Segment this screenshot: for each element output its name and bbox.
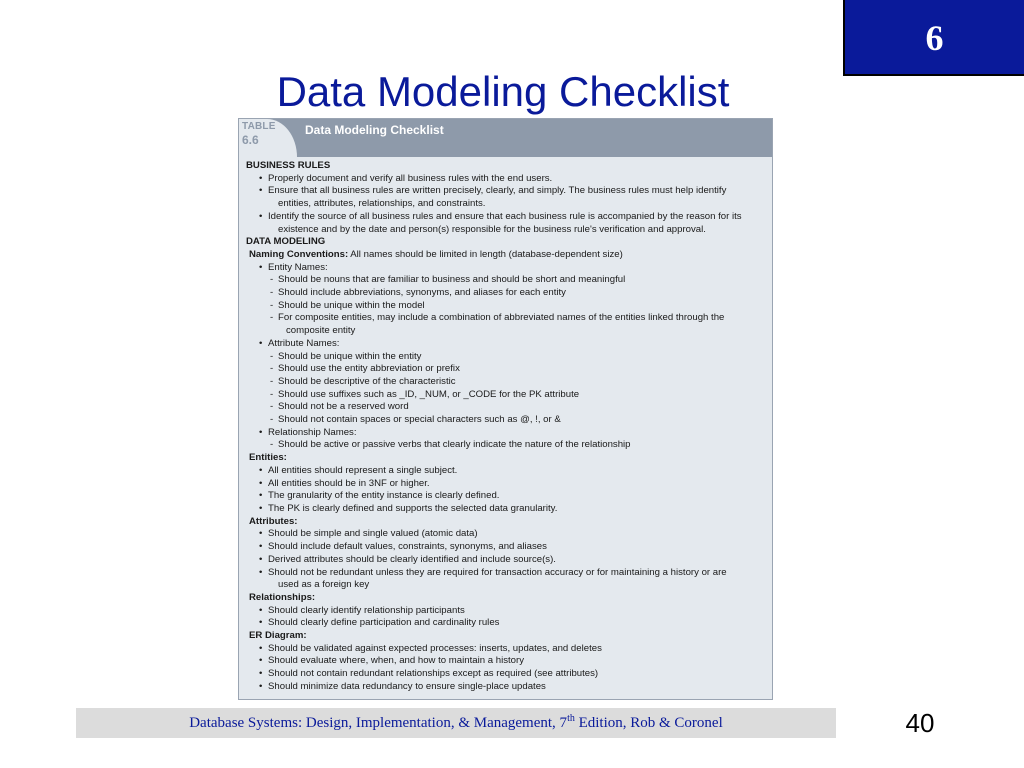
- continuation-line: [246, 198, 766, 211]
- footer-text-end: Edition, Rob & Coronel: [574, 715, 723, 731]
- dash-item: [246, 274, 766, 287]
- bullet-item-text: The granularity of the entity instance is clearly defined.: [268, 490, 500, 502]
- bullet-item-text: Attribute Names:: [268, 337, 340, 349]
- bullet-item-text: Should clearly define participation and cardinality rules: [268, 617, 500, 629]
- bullet-item: [246, 185, 766, 198]
- checklist-table: [238, 118, 773, 700]
- dash-item-text: Should use suffixes such as _ID, _NUM, or _CODE for the PK attribute: [278, 388, 580, 400]
- bullet-item: [246, 478, 766, 491]
- dash-item-text: Should include abbreviations, synonyms, and aliases for each entity: [278, 287, 566, 299]
- bullet-item: [246, 490, 766, 503]
- bullet-item: [246, 211, 766, 224]
- bullet-item: [246, 528, 766, 541]
- bullet-item-text: Identify the source of all business rules and ensure that each business rule is accompanied by the reason for its: [268, 210, 742, 222]
- bullet-item-text: All entities should be in 3NF or higher.: [268, 477, 430, 489]
- dash-item-text: Should be unique within the model: [278, 299, 425, 311]
- dash-item-text: Should be active or passive verbs that clearly indicate the nature of the relationship: [278, 439, 631, 451]
- dash-item: [246, 389, 766, 402]
- continuation-line-text: composite entity: [286, 325, 356, 337]
- bullet-item-text: Entity Names:: [268, 261, 328, 273]
- bullet-item: [246, 605, 766, 618]
- bullet-item: [246, 338, 766, 351]
- bullet-item: [246, 173, 766, 186]
- bullet-item-text: Should evaluate where, when, and how to maintain a history: [268, 655, 524, 667]
- bullet-item-text: Should not be redundant unless they are required for transaction accuracy or for maintaining a history or are: [268, 566, 727, 578]
- continuation-line-text: entities, attributes, relationships, and constraints.: [278, 198, 486, 210]
- bullet-item-text: All entities should represent a single subject.: [268, 464, 458, 476]
- footer-citation: [76, 708, 836, 738]
- dash-item-text: Should use the entity abbreviation or prefix: [278, 363, 460, 375]
- subsection-heading-text: Naming Conventions:: [249, 248, 349, 260]
- bullet-item-text: Should be validated against expected processes: inserts, updates, and deletes: [268, 642, 602, 654]
- table-label: TABLE: [242, 121, 276, 132]
- dash-item: [246, 300, 766, 313]
- bullet-item: [246, 655, 766, 668]
- chapter-number-badge: 6: [843, 0, 1024, 76]
- section-heading-text: BUSINESS RULES: [246, 160, 331, 171]
- dash-item-text: Should be unique within the entity: [278, 350, 422, 362]
- dash-item: [246, 376, 766, 389]
- subsection-heading: [246, 516, 766, 529]
- section-heading: [246, 236, 766, 249]
- bullet-item-text: Ensure that all business rules are written precisely, clearly, and simply. The business rules must help identify: [268, 185, 727, 197]
- bullet-item-text: Should be simple and single valued (atomic data): [268, 528, 478, 540]
- dash-item: [246, 414, 766, 427]
- bullet-item: [246, 503, 766, 516]
- bullet-item: [246, 554, 766, 567]
- bullet-item-text: The PK is clearly defined and supports the selected data granularity.: [268, 502, 558, 514]
- subsection-heading-text: Entities:: [249, 452, 287, 464]
- bullet-item: [246, 643, 766, 656]
- subsection-heading-text: ER Diagram:: [249, 630, 307, 642]
- dash-item: [246, 351, 766, 364]
- dash-item: [246, 287, 766, 300]
- dash-item: [246, 363, 766, 376]
- table-number: 6.6: [242, 133, 259, 147]
- continuation-line: [246, 224, 766, 237]
- dash-item-text: Should be descriptive of the characteristic: [278, 375, 456, 387]
- dash-item-text: Should be nouns that are familiar to business and should be short and meaningful: [278, 274, 626, 286]
- continuation-line-text: used as a foreign key: [278, 579, 370, 591]
- subsection-heading: [246, 592, 766, 605]
- dash-item: [246, 439, 766, 452]
- bullet-item-text: Should not contain redundant relationships except as required (see attributes): [268, 668, 599, 680]
- dash-item-text: Should not contain spaces or special characters such as @, !, or &: [278, 414, 561, 426]
- bullet-item: [246, 567, 766, 580]
- bullet-item: [246, 617, 766, 630]
- subsection-description: All names should be limited in length (database-dependent size): [348, 248, 623, 260]
- bullet-item-text: Should include default values, constraints, synonyms, and aliases: [268, 541, 547, 553]
- subsection-heading-text: Relationships:: [249, 591, 316, 603]
- dash-item-text: Should not be a reserved word: [278, 401, 409, 413]
- footer-superscript: th: [567, 713, 575, 724]
- table-tab: [239, 119, 297, 157]
- page-number: 40: [905, 708, 935, 738]
- subsection-heading: [246, 630, 766, 643]
- continuation-line: [246, 325, 766, 338]
- bullet-item-text: Relationship Names:: [268, 426, 357, 438]
- table-header: [239, 119, 772, 157]
- continuation-line-text: existence and by the date and person(s) responsible for the business rule's verification and approval.: [278, 223, 706, 235]
- slide-title: Data Modeling Checklist: [276, 68, 730, 115]
- bullet-item: [246, 668, 766, 681]
- subsection-heading: [246, 249, 766, 262]
- continuation-line: [246, 579, 766, 592]
- dash-item-text: For composite entities, may include a combination of abbreviated names of the entities linked through the: [278, 312, 725, 324]
- dash-item: [246, 312, 766, 325]
- section-heading: [246, 160, 766, 173]
- table-body: [239, 157, 772, 694]
- footer-text: Database Systems: Design, Implementation, & Management, 7: [189, 715, 568, 731]
- section-heading-text: DATA MODELING: [246, 236, 326, 248]
- bullet-item: [246, 465, 766, 478]
- bullet-item: [246, 541, 766, 554]
- bullet-item: [246, 427, 766, 440]
- bullet-item-text: Derived attributes should be clearly identified and include source(s).: [268, 553, 556, 565]
- bullet-item: [246, 262, 766, 275]
- bullet-item-text: Properly document and verify all business rules with the end users.: [268, 172, 553, 184]
- subsection-heading-text: Attributes:: [249, 515, 298, 527]
- table-caption: Data Modeling Checklist: [305, 123, 444, 137]
- subsection-heading: [246, 452, 766, 465]
- bullet-item-text: Should clearly identify relationship participants: [268, 604, 465, 616]
- dash-item: [246, 401, 766, 414]
- bullet-item: [246, 681, 766, 694]
- bullet-item-text: Should minimize data redundancy to ensure single-place updates: [268, 680, 546, 692]
